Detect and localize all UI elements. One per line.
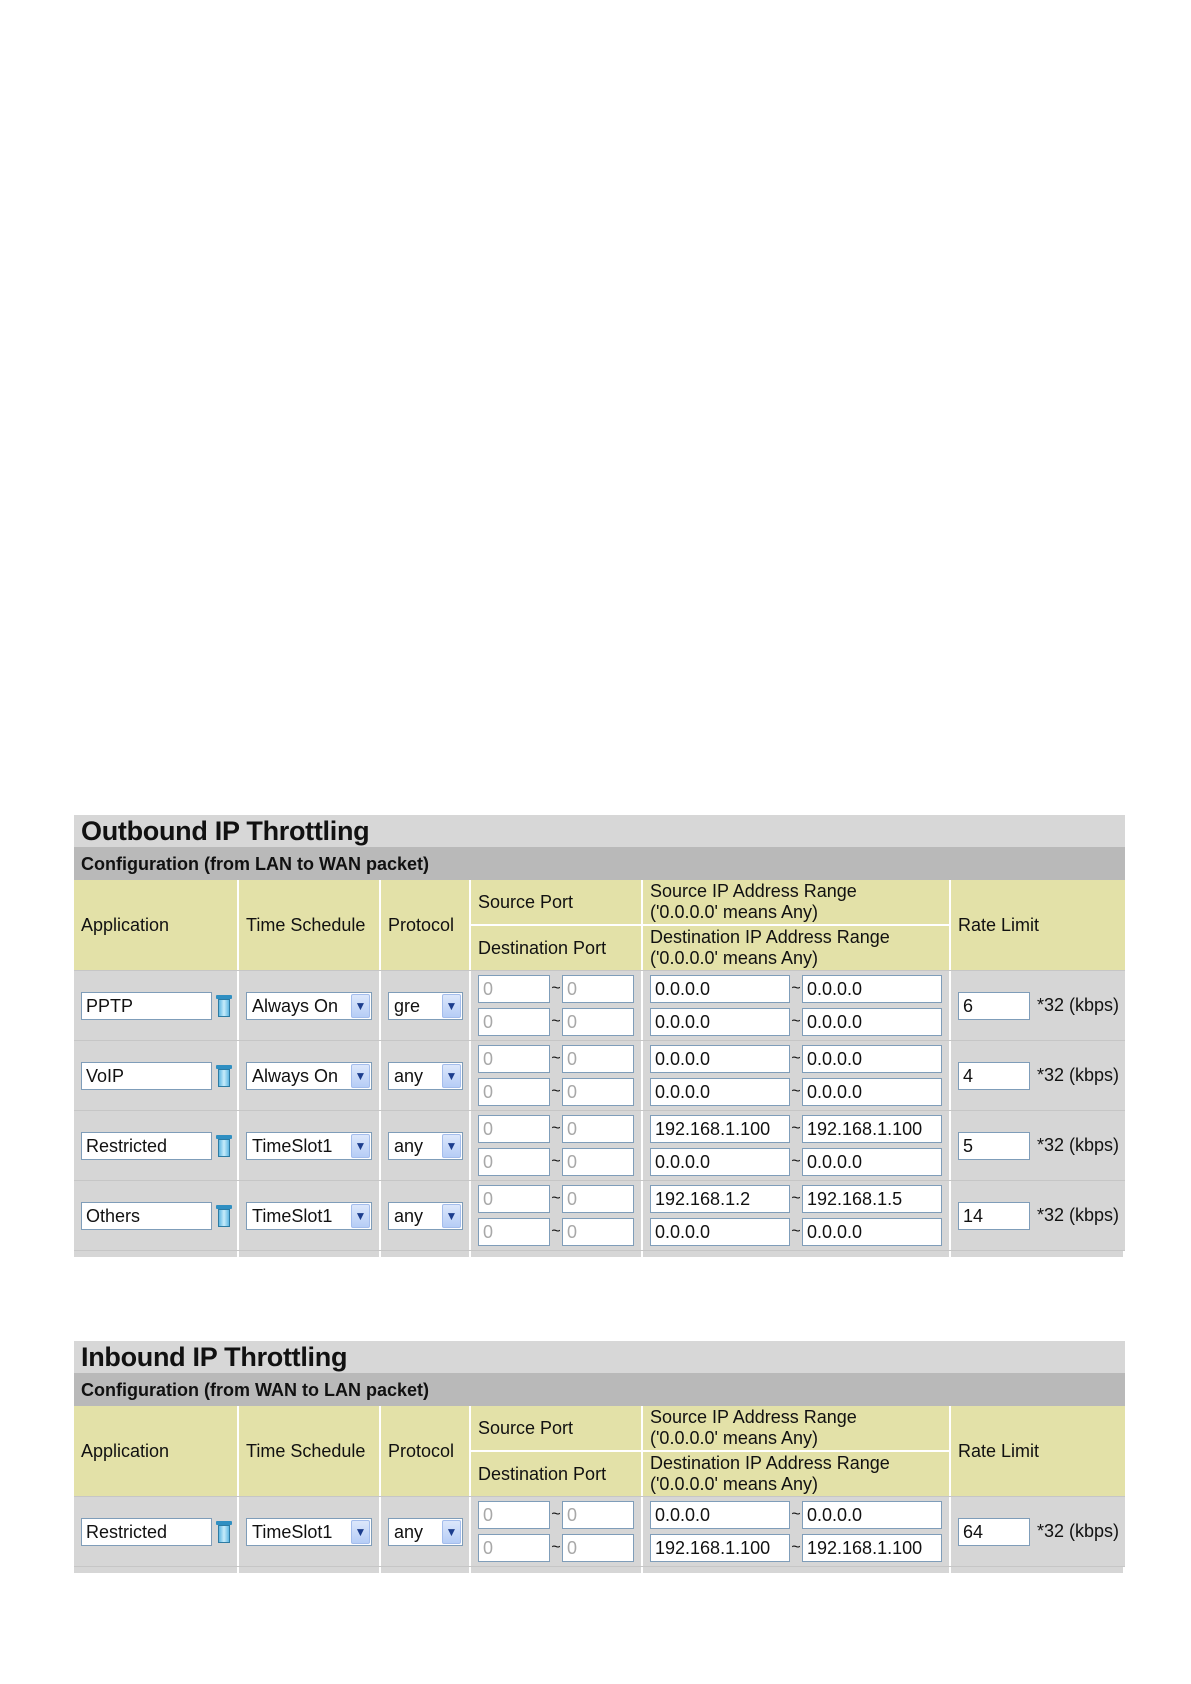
time-schedule-value: Always On — [252, 1065, 339, 1086]
application-name-input[interactable]: PPTP — [81, 992, 212, 1020]
port-cell — [471, 971, 643, 1040]
chevron-down-icon: ▼ — [442, 1134, 461, 1158]
application-name-input[interactable]: Restricted — [81, 1518, 212, 1546]
dest-ip-from-input[interactable]: 0.0.0.0 — [650, 1148, 790, 1176]
header-source-port: Source Port — [478, 1417, 574, 1438]
header-protocol: Protocol — [381, 880, 471, 970]
header-time-schedule: Time Schedule — [239, 1406, 381, 1496]
dest-ip-from-input[interactable]: 0.0.0.0 — [650, 1218, 790, 1246]
header-source-ip — [643, 880, 949, 924]
dest-port-from-input[interactable]: 0 — [478, 1078, 550, 1106]
protocol-value: any — [394, 1065, 424, 1086]
dest-ip-from-input[interactable]: 192.168.1.100 — [650, 1534, 790, 1562]
range-separator: ~ — [791, 1539, 801, 1556]
dest-ip-range — [650, 1218, 942, 1246]
source-ip-range — [650, 1501, 942, 1529]
destination-port-range — [478, 1078, 634, 1106]
header-application: Application — [74, 1406, 239, 1496]
application-cell — [74, 1111, 239, 1180]
header-ports — [471, 880, 643, 970]
port-cell — [471, 1111, 643, 1180]
time-schedule-select[interactable] — [246, 1202, 372, 1230]
table-row — [74, 1040, 1125, 1110]
time-schedule-value: TimeSlot1 — [252, 1205, 333, 1226]
rate-limit-input[interactable]: 5 — [958, 1132, 1030, 1160]
destination-port-range — [478, 1148, 634, 1176]
port-cell — [471, 1497, 643, 1566]
table-row — [74, 970, 1125, 1040]
header-dest-ip — [643, 1450, 949, 1496]
schedule-cell — [239, 1111, 381, 1180]
header-ip-ranges — [643, 1406, 951, 1496]
header-source-port: Source Port — [478, 891, 574, 912]
protocol-value: gre — [394, 995, 421, 1016]
dest-ip-to-input[interactable]: 192.168.1.100 — [802, 1534, 942, 1562]
rate-limit-cell — [951, 1041, 1125, 1110]
ip-cell — [643, 1497, 951, 1566]
source-ip-to-input[interactable]: 192.168.1.5 — [802, 1185, 942, 1213]
protocol-select[interactable] — [388, 1132, 463, 1160]
outbound-panel — [74, 815, 1125, 1257]
dest-port-to-input[interactable]: 0 — [562, 1534, 634, 1562]
header-source-ip — [643, 1406, 949, 1450]
table-bottom-edge — [74, 1250, 1125, 1257]
panel-subtitle: Configuration (from LAN to WAN packet) — [74, 847, 1125, 880]
dest-port-to-input[interactable]: 0 — [562, 1218, 634, 1246]
range-separator: ~ — [551, 1153, 561, 1170]
source-port-from-input[interactable]: 0 — [478, 1185, 550, 1213]
table-row — [74, 1496, 1125, 1566]
dest-ip-to-input[interactable]: 0.0.0.0 — [802, 1078, 942, 1106]
source-port-range — [478, 1045, 634, 1073]
dest-ip-to-input[interactable]: 0.0.0.0 — [802, 1218, 942, 1246]
header-source-ip-note: ('0.0.0.0' means Any) — [650, 902, 818, 922]
source-ip-to-input[interactable]: 192.168.1.100 — [802, 1115, 942, 1143]
trash-icon[interactable] — [215, 1064, 233, 1088]
application-cell — [74, 1181, 239, 1250]
table-row — [74, 1180, 1125, 1250]
rate-limit-input[interactable]: 64 — [958, 1518, 1030, 1546]
table-bottom-edge — [74, 1566, 1125, 1573]
inbound-rows — [74, 1496, 1125, 1566]
source-ip-range — [650, 975, 942, 1003]
rate-limit-cell — [951, 1497, 1125, 1566]
dest-port-from-input[interactable]: 0 — [478, 1008, 550, 1036]
rate-limit-input[interactable]: 4 — [958, 1062, 1030, 1090]
header-time-schedule: Time Schedule — [239, 880, 381, 970]
source-port-from-input[interactable]: 0 — [478, 975, 550, 1003]
time-schedule-value: TimeSlot1 — [252, 1135, 333, 1156]
chevron-down-icon: ▼ — [442, 1520, 461, 1544]
chevron-down-icon: ▼ — [351, 1134, 370, 1158]
ip-cell — [643, 1041, 951, 1110]
destination-port-range — [478, 1008, 634, 1036]
header-source-ip-note: ('0.0.0.0' means Any) — [650, 1428, 818, 1448]
trash-icon[interactable] — [215, 994, 233, 1018]
source-port-to-input[interactable]: 0 — [562, 1501, 634, 1529]
protocol-cell — [381, 1181, 471, 1250]
range-separator: ~ — [791, 1050, 801, 1067]
range-separator: ~ — [791, 1120, 801, 1137]
protocol-select[interactable] — [388, 1202, 463, 1230]
time-schedule-select[interactable] — [246, 1132, 372, 1160]
header-dest-ip-label: Destination IP Address Range — [650, 927, 890, 947]
source-ip-from-input[interactable]: 0.0.0.0 — [650, 1045, 790, 1073]
dest-port-from-input[interactable]: 0 — [478, 1148, 550, 1176]
protocol-cell — [381, 1497, 471, 1566]
time-schedule-value: TimeSlot1 — [252, 1521, 333, 1542]
trash-icon[interactable] — [215, 1204, 233, 1228]
protocol-select[interactable] — [388, 992, 463, 1020]
source-ip-from-input[interactable]: 0.0.0.0 — [650, 975, 790, 1003]
rate-unit-label: *32 (kbps) — [1037, 1521, 1120, 1541]
dest-ip-range — [650, 1078, 942, 1106]
source-port-range — [478, 1501, 634, 1529]
dest-ip-to-input[interactable]: 0.0.0.0 — [802, 1008, 942, 1036]
header-dest-ip-label: Destination IP Address Range — [650, 1453, 890, 1473]
rate-limit-input[interactable]: 6 — [958, 992, 1030, 1020]
application-cell — [74, 1041, 239, 1110]
ip-cell — [643, 971, 951, 1040]
source-ip-from-input[interactable]: 192.168.1.2 — [650, 1185, 790, 1213]
source-ip-range — [650, 1185, 942, 1213]
source-ip-to-input[interactable]: 0.0.0.0 — [802, 1501, 942, 1529]
source-port-to-input[interactable]: 0 — [562, 975, 634, 1003]
dest-port-from-input[interactable]: 0 — [478, 1218, 550, 1246]
range-separator: ~ — [551, 1013, 561, 1030]
time-schedule-select[interactable] — [246, 1062, 372, 1090]
rate-limit-cell — [951, 1181, 1125, 1250]
protocol-select[interactable] — [388, 1518, 463, 1546]
rate-unit-label: *32 (kbps) — [1037, 995, 1120, 1015]
range-separator: ~ — [791, 1153, 801, 1170]
chevron-down-icon: ▼ — [351, 994, 370, 1018]
port-cell — [471, 1181, 643, 1250]
application-cell — [74, 1497, 239, 1566]
table-header — [74, 1406, 1125, 1496]
trash-icon[interactable] — [215, 1520, 233, 1544]
range-separator: ~ — [791, 980, 801, 997]
source-port-to-input[interactable]: 0 — [562, 1185, 634, 1213]
time-schedule-select[interactable] — [246, 992, 372, 1020]
trash-icon[interactable] — [215, 1134, 233, 1158]
protocol-value: any — [394, 1205, 424, 1226]
destination-port-range — [478, 1534, 634, 1562]
dest-ip-from-input[interactable]: 0.0.0.0 — [650, 1078, 790, 1106]
inbound-panel — [74, 1341, 1125, 1573]
panel-title: Outbound IP Throttling — [74, 815, 1125, 847]
header-dest-ip — [643, 924, 949, 970]
protocol-cell — [381, 1041, 471, 1110]
rate-limit-cell — [951, 971, 1125, 1040]
table-header — [74, 880, 1125, 970]
rate-unit-label: *32 (kbps) — [1037, 1135, 1120, 1155]
outbound-rows — [74, 970, 1125, 1250]
range-separator: ~ — [551, 1539, 561, 1556]
header-rate-limit: Rate Limit — [958, 1440, 1040, 1461]
schedule-cell — [239, 1041, 381, 1110]
application-cell — [74, 971, 239, 1040]
source-port-range — [478, 1185, 634, 1213]
rate-limit-cell — [951, 1111, 1125, 1180]
dest-port-to-input[interactable]: 0 — [562, 1008, 634, 1036]
protocol-value: any — [394, 1135, 424, 1156]
dest-ip-to-input[interactable]: 0.0.0.0 — [802, 1148, 942, 1176]
source-port-to-input[interactable]: 0 — [562, 1115, 634, 1143]
chevron-down-icon: ▼ — [442, 1204, 461, 1228]
dest-ip-range — [650, 1534, 942, 1562]
dest-port-to-input[interactable]: 0 — [562, 1148, 634, 1176]
range-separator: ~ — [791, 1083, 801, 1100]
dest-ip-range — [650, 1008, 942, 1036]
range-separator: ~ — [551, 1050, 561, 1067]
range-separator: ~ — [791, 1506, 801, 1523]
header-application: Application — [74, 880, 239, 970]
chevron-down-icon: ▼ — [442, 994, 461, 1018]
chevron-down-icon: ▼ — [351, 1064, 370, 1088]
port-cell — [471, 1041, 643, 1110]
range-separator: ~ — [551, 1120, 561, 1137]
source-port-from-input[interactable]: 0 — [478, 1045, 550, 1073]
range-separator: ~ — [551, 1083, 561, 1100]
panel-title: Inbound IP Throttling — [74, 1341, 1125, 1373]
application-name-input[interactable]: Others — [81, 1202, 212, 1230]
destination-port-range — [478, 1218, 634, 1246]
application-name-input[interactable]: Restricted — [81, 1132, 212, 1160]
rate-unit-label: *32 (kbps) — [1037, 1205, 1120, 1225]
header-protocol: Protocol — [381, 1406, 471, 1496]
source-ip-range — [650, 1115, 942, 1143]
time-schedule-select[interactable] — [246, 1518, 372, 1546]
source-ip-from-input[interactable]: 0.0.0.0 — [650, 1501, 790, 1529]
protocol-select[interactable] — [388, 1062, 463, 1090]
header-source-ip-label: Source IP Address Range — [650, 881, 857, 901]
dest-ip-range — [650, 1148, 942, 1176]
rate-unit-label: *32 (kbps) — [1037, 1065, 1120, 1085]
header-ports — [471, 1406, 643, 1496]
range-separator: ~ — [791, 1190, 801, 1207]
range-separator: ~ — [551, 980, 561, 997]
protocol-cell — [381, 1111, 471, 1180]
chevron-down-icon: ▼ — [351, 1520, 370, 1544]
source-port-range — [478, 975, 634, 1003]
application-name-input[interactable]: VoIP — [81, 1062, 212, 1090]
dest-ip-from-input[interactable]: 0.0.0.0 — [650, 1008, 790, 1036]
protocol-value: any — [394, 1521, 424, 1542]
source-port-from-input[interactable]: 0 — [478, 1115, 550, 1143]
schedule-cell — [239, 971, 381, 1040]
header-source-ip-label: Source IP Address Range — [650, 1407, 857, 1427]
dest-port-from-input[interactable]: 0 — [478, 1534, 550, 1562]
chevron-down-icon: ▼ — [442, 1064, 461, 1088]
header-dest-ip-note: ('0.0.0.0' means Any) — [650, 948, 818, 968]
range-separator: ~ — [551, 1190, 561, 1207]
ip-cell — [643, 1181, 951, 1250]
schedule-cell — [239, 1181, 381, 1250]
source-ip-from-input[interactable]: 192.168.1.100 — [650, 1115, 790, 1143]
chevron-down-icon: ▼ — [351, 1204, 370, 1228]
range-separator: ~ — [791, 1223, 801, 1240]
source-ip-to-input[interactable]: 0.0.0.0 — [802, 975, 942, 1003]
rate-limit-input[interactable]: 14 — [958, 1202, 1030, 1230]
source-ip-range — [650, 1045, 942, 1073]
header-dest-ip-note: ('0.0.0.0' means Any) — [650, 1474, 818, 1494]
time-schedule-value: Always On — [252, 995, 339, 1016]
range-separator: ~ — [551, 1506, 561, 1523]
range-separator: ~ — [791, 1013, 801, 1030]
source-port-to-input[interactable]: 0 — [562, 1045, 634, 1073]
source-port-from-input[interactable]: 0 — [478, 1501, 550, 1529]
header-destination-port: Destination Port — [471, 924, 641, 970]
protocol-cell — [381, 971, 471, 1040]
header-ip-ranges — [643, 880, 951, 970]
schedule-cell — [239, 1497, 381, 1566]
source-port-range — [478, 1115, 634, 1143]
panel-subtitle: Configuration (from WAN to LAN packet) — [74, 1373, 1125, 1406]
ip-cell — [643, 1111, 951, 1180]
header-destination-port: Destination Port — [471, 1450, 641, 1496]
table-row — [74, 1110, 1125, 1180]
dest-port-to-input[interactable]: 0 — [562, 1078, 634, 1106]
range-separator: ~ — [551, 1223, 561, 1240]
source-ip-to-input[interactable]: 0.0.0.0 — [802, 1045, 942, 1073]
header-rate-limit: Rate Limit — [958, 914, 1040, 935]
